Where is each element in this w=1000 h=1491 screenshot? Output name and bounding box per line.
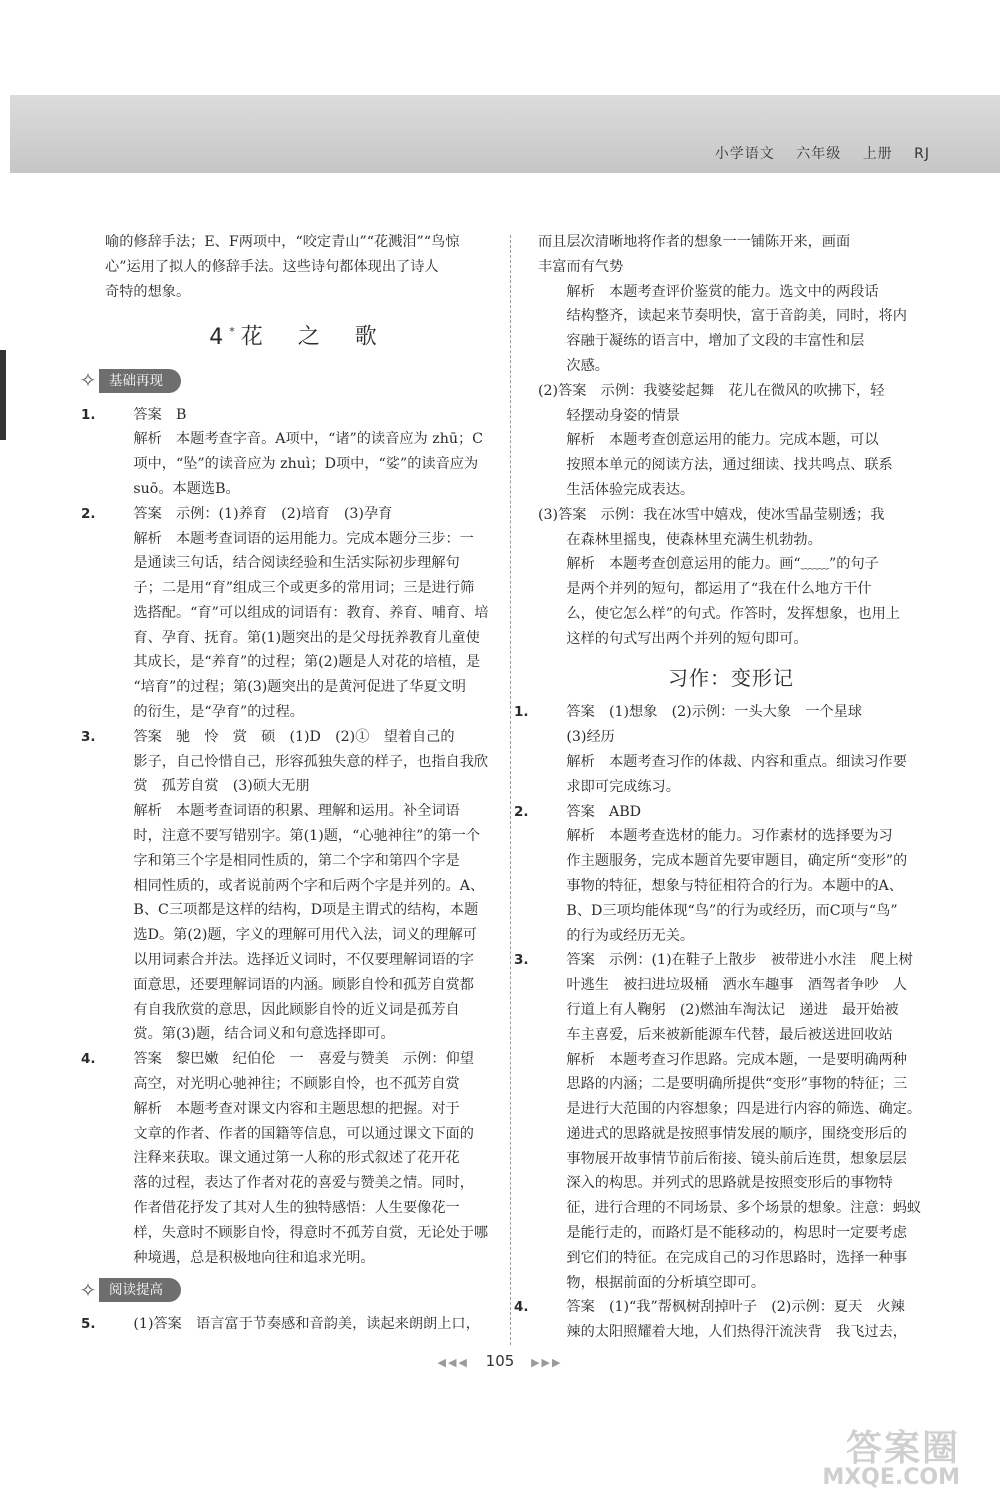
answer-line: 行道上有人鞠躬 (2)燃油车淘汰记 递进 最开始被: [566, 1001, 899, 1018]
page-number: 105: [485, 1352, 515, 1370]
answer-line: 解析 本题考查字音。A项中，“诸”的读音应为 zhū；C: [133, 431, 484, 448]
answer-item: [81, 725, 495, 1047]
answer-line: 是通读三句话，结合阅读经验和生活实际初步理解句: [133, 555, 460, 572]
star-icon: ✧: [79, 1278, 97, 1303]
section-label: 基础再现: [99, 369, 181, 393]
answer-line: 答案 (1)想象 (2)示例：一头大象 一个星球: [566, 704, 862, 721]
lesson-name: 花 之 歌: [240, 324, 391, 350]
answer-line: 解析 本题考查创意运用的能力。完成本题，可以: [566, 432, 879, 449]
column-divider: [510, 235, 511, 1345]
item-number: 4.: [81, 1051, 96, 1068]
answer-line: 辣的太阳照耀着大地，人们热得汗流浃背 我飞过去，: [566, 1324, 907, 1341]
answer-line: 赏。第(3)题，结合词义和句意选择即可。: [133, 1026, 395, 1043]
answer-item: [514, 800, 924, 949]
answer-line: 按照本单元的阅读方法，通过细读、找共鸣点、联系: [566, 457, 893, 474]
lesson-mark: *: [229, 325, 235, 339]
header-subject: 小学语文: [714, 146, 775, 162]
answer-line: 答案 示例：(1)养育 (2)培育 (3)孕育: [133, 505, 393, 522]
answer-line: 的衍生，是“孕育”的过程。: [133, 704, 304, 721]
answer-line: 文章的作者、作者的国籍等信息，可以通过课文下面的: [133, 1125, 474, 1142]
answer-line: 在森林里摇曳，使森林里充满生机勃勃。: [566, 531, 822, 548]
answer-line: 解析 本题考查选材的能力。习作素材的选择要为习: [566, 828, 893, 845]
answer-line: 答案 ABD: [566, 803, 641, 820]
answer-line: 解析 本题考查词语的积累、理解和运用。补全词语: [133, 803, 460, 820]
lesson-number: 4: [209, 324, 224, 350]
watermark-url: MXQE.COM: [822, 1465, 960, 1490]
answer-line: 相同性质的，或者说前两个字和后两个字是并列的。A、: [133, 877, 485, 894]
answer-line: 项中，“坠”的读音应为 zhuì；D项中，“娑”的读音应为: [133, 456, 479, 473]
answer-line: B、D三项均能体现“鸟”的行为或经历，而C项与“鸟”: [566, 902, 898, 919]
answer-line: 答案 (1)“我”帮枫树刮掉叶子 (2)示例：夏天 火辣: [566, 1299, 905, 1316]
answer-line: 高空，对光明心驰神往；不顾影自怜，也不孤芳自赏: [133, 1076, 460, 1093]
answer-line: 答案 B: [133, 406, 187, 423]
answer-line: (2)答案 示例：我婆娑起舞 花儿在微风的吹拂下，轻: [538, 382, 885, 399]
intro-line: 喻的修辞手法；E、F两项中，“咬定青山”“花溅泪”“鸟惊: [105, 234, 460, 250]
binding-edge: [0, 350, 6, 440]
star-icon: ✧: [79, 368, 97, 393]
left-arrows-icon: ◀◀◀: [437, 1356, 469, 1369]
answer-line: 么，使它怎么样”的句式。作答时，发挥想象，也用上: [566, 605, 900, 622]
lesson-title: [105, 320, 495, 350]
item-number: 1.: [81, 406, 96, 423]
answer-line: “培育”的过程；第(3)题突出的是黄河促进了华夏文明: [133, 679, 466, 696]
answer-line: 容融于凝练的语言中，增加了文段的丰富性和层: [566, 333, 865, 350]
answer-line: 次感。: [566, 357, 609, 374]
answer-item: [81, 502, 495, 725]
answer-line: 是两个并列的短句，都运用了“我在什么地方干什: [566, 581, 872, 598]
answer-line: 作者借花抒发了其对人生的独特感悟：人生要像花一: [133, 1200, 460, 1217]
answer-line: 有自我欣赏的意思，因此顾影自怜的近义词是孤芳自: [133, 1001, 460, 1018]
answer-line: (3)答案 示例：我在冰雪中嬉戏，使冰雪晶莹剔透；我: [538, 506, 885, 523]
answer-line: 育、孕育、抚育。第(1)题突出的是父母抚养教育儿童使: [133, 629, 480, 646]
section-title: 习作：变形记: [668, 665, 794, 690]
answer-line: (1)答案 语言富于节奏感和音韵美，读起来朗朗上口，: [133, 1316, 480, 1333]
answer-line: 作主题服务，完成本题首先要审题目，确定所“变形”的: [566, 853, 908, 870]
continued-line: 丰富而有气势: [538, 258, 624, 275]
answer-line: (3)经历: [566, 729, 615, 746]
header-grade: 六年级: [796, 146, 842, 162]
header-edition: RJ: [914, 146, 930, 162]
right-column: [514, 230, 924, 1345]
answer-line: 答案 示例：(1)在鞋子上散步 被带进小水洼 爬上树: [566, 952, 913, 969]
answer-line: 这样的句式写出两个并列的短句即可。: [566, 630, 808, 647]
answer-line: 物，根据前面的分析填空即可。: [566, 1274, 766, 1291]
answer-line: 注释来获取。课文通过第一人称的形式叙述了花开花: [133, 1150, 460, 1167]
answer-line: suō。本题选B。: [133, 480, 240, 497]
item-number: 3.: [514, 952, 529, 969]
answer-line: 思路的内涵；二是要明确所提供“变形”事物的特征；三: [566, 1076, 908, 1093]
answer-item: [81, 1312, 495, 1337]
answer-line: 子；二是用“育”组成三个或更多的常用词；三是进行筛: [133, 580, 475, 597]
answer-item: [514, 1295, 924, 1345]
answer-item: [81, 1047, 495, 1270]
item-number: 3.: [81, 728, 96, 745]
answer-line: 车主喜爱，后来被新能源车代替，最后被送进回收站: [566, 1026, 893, 1043]
answer-line: 递进式的思路就是按照事情发展的顺序，围绕变形后的: [566, 1125, 907, 1142]
answer-line: 解析 本题考查评价鉴赏的能力。选文中的两段话: [566, 283, 879, 300]
answer-line: 其成长，是“养育”的过程；第(2)题是人对花的培植，是: [133, 654, 481, 671]
answer-line: 叶逃生 被扫进垃圾桶 洒水车趣事 酒驾者争吵 人: [566, 977, 907, 994]
left-items: [81, 403, 495, 1271]
section-badge: [77, 1278, 181, 1302]
answer-line: 赏 孤芳自赏 (3)硕大无朋: [133, 778, 310, 795]
answer-line: 深入的构思。并列式的思路就是按照变形后的事物特: [566, 1175, 893, 1192]
answer-line: 字和第三个字是相同性质的，第二个字和第四个字是: [133, 852, 460, 869]
answer-line: 事物的特征，想象与特征相符合的行为。本题中的A、: [566, 877, 903, 894]
answer-line: 答案 驰 怜 赏 硕 (1)D (2)① 望着自己的: [133, 728, 455, 745]
answer-line: 解析 本题考查习作的体裁、内容和重点。细读习作要: [566, 753, 907, 770]
answer-item: [81, 403, 495, 502]
answer-line: 求即可完成练习。: [566, 778, 680, 795]
item-number: 5.: [81, 1316, 96, 1333]
answer-line: 结构整齐，读起来节奏明快，富于音韵美，同时，将内: [566, 308, 907, 325]
answer-line: 是能行走的，而路灯是不能移动的，构思时一定要考虑: [566, 1225, 907, 1242]
answer-line: 是进行大范围的内容想象；四是进行内容的筛选、确定。: [566, 1101, 922, 1118]
answer-line: 面意思，还要理解词语的内涵。顾影自怜和孤芳自赏都: [133, 976, 474, 993]
answer-line: 生活体验完成表达。: [566, 481, 695, 498]
answer-line: 影子，自己怜惜自己，形容孤独失意的样子，也指自我欣: [133, 753, 489, 770]
answer-line: 事物展开故事情节前后衔接、镜头前后连贯，想象层层: [566, 1150, 907, 1167]
page-footer: [0, 1352, 1000, 1370]
answer-line: 答案 黎巴嫩 纪伯伦 一 喜爱与赞美 示例：仰望: [133, 1051, 474, 1068]
watermark-title: 答案圈: [845, 1428, 960, 1469]
answer-line: 解析 本题考查词语的运用能力。完成本题分三步：一: [133, 530, 474, 547]
answer-line: 落的过程，表达了作者对花的喜爱与赞美之情。同时，: [133, 1175, 474, 1192]
right-blocks: [538, 280, 924, 652]
answer-line: 到它们的特征。在完成自己的习作思路时，选择一种事: [566, 1249, 907, 1266]
watermark: [822, 1420, 960, 1490]
answer-line: 解析 本题考查对课文内容和主题思想的把握。对于: [133, 1100, 460, 1117]
answer-line: 征，进行合理的不同场景、多个场景的想象。注意：蚂蚁: [566, 1200, 922, 1217]
answer-item: [514, 700, 924, 799]
section-label: 阅读提高: [99, 1278, 181, 1302]
answer-item: [514, 948, 924, 1295]
item-number: 2.: [81, 505, 96, 522]
item-number: 2.: [514, 803, 529, 820]
section-badge: [77, 369, 181, 393]
answer-line: 解析 本题考查习作思路。完成本题，一是要明确两种: [566, 1051, 907, 1068]
right-arrows-icon: ▶▶▶: [531, 1356, 563, 1369]
answer-line: 样，失意时不顾影自怜，得意时不孤芳自赏，无论处于哪: [133, 1224, 489, 1241]
header-volume: 上册: [862, 146, 893, 162]
answer-line: 以用词素合并法。选择近义词时，不仅要理解词语的字: [133, 952, 474, 969]
answer-line: 时，注意不要写错别字。第(1)题，“心驰神往”的第一个: [133, 828, 481, 845]
answer-line: 的行为或经历无关。: [566, 927, 695, 944]
item-number: 4.: [514, 1299, 529, 1316]
answer-line: 轻摆动身姿的情景: [566, 407, 680, 424]
item-number: 1.: [514, 704, 529, 721]
intro-line: 奇特的想象。: [105, 283, 191, 300]
answer-line: B、C三项都是这样的结构，D项是主谓式的结构，本题: [133, 902, 479, 919]
continued-line: 而且层次清晰地将作者的想象一一铺陈开来，画面: [538, 234, 851, 250]
answer-line: 选D。第(2)题，字义的理解可用代入法，词义的理解可: [133, 927, 477, 944]
answer-line: 种境遇，总是积极地向往和追求光明。: [133, 1249, 375, 1266]
answer-line: 选搭配。“育”可以组成的词语有：教育、养育、哺育、培: [133, 604, 489, 621]
book-header: [699, 143, 930, 163]
intro-line: 心”运用了拟人的修辞手法。这些诗句都体现出了诗人: [105, 258, 439, 275]
left-column: [79, 230, 495, 1337]
answer-line: 解析 本题考查创意运用的能力。画“﹏﹏”的句子: [566, 556, 879, 573]
right-items: [514, 700, 924, 1345]
